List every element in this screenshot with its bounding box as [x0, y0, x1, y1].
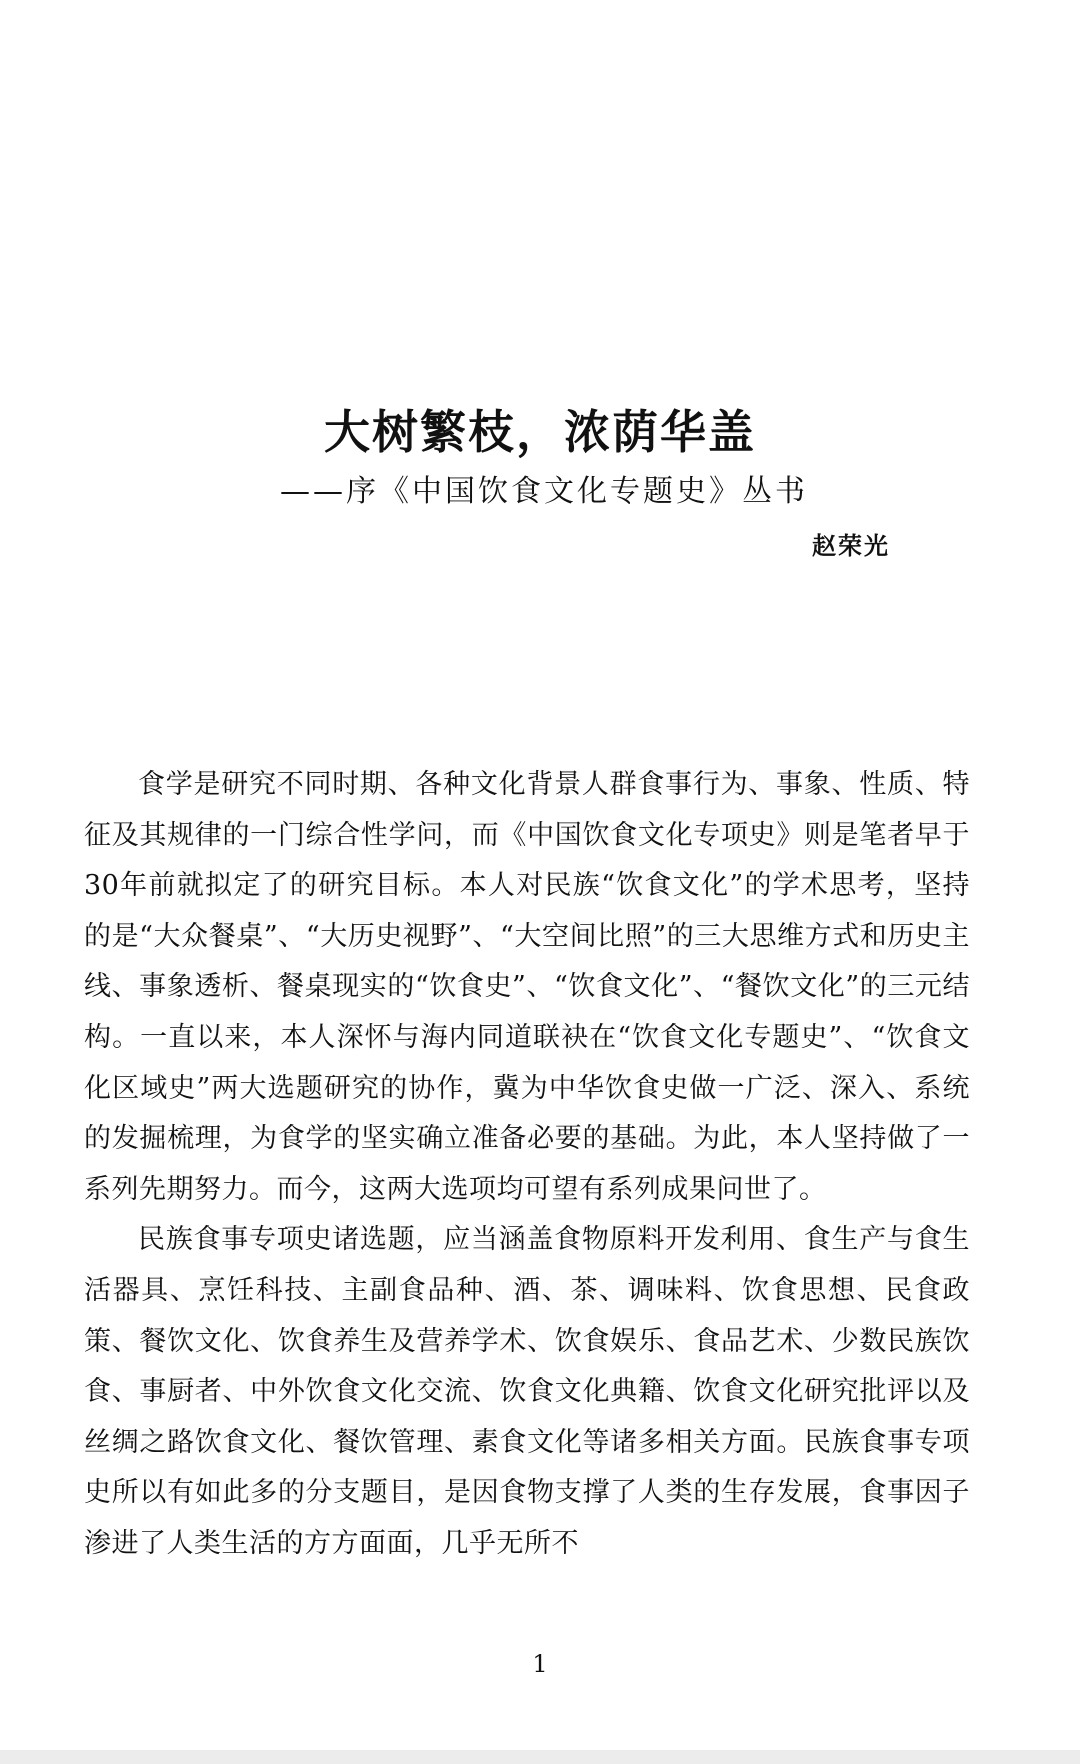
- page-number: 1: [532, 1650, 548, 1678]
- page-subtitle: ——序《中国饮食文化专题史》丛书: [280, 474, 808, 509]
- paragraph-2: 民族食事专项史诸选题，应当涵盖食物原料开发利用、食生产与食生活器具、烹饪科技、主副食品种、酒、茶、调味料、饮食思想、民食政策、餐饮文化、饮食养生及营养学术、饮食娱乐、食品艺术、少数民族饮食、事厨者、中外饮食文化交流、饮食文化典籍、饮食文化研究批评以及丝绸之路饮食文化、餐饮管理、素食文化等诸多相关方面。民族食事专项史所以有如此多的分支题目，是因食物支撑了人类的生存发展，食事因子渗进了人类生活的方方面面，几乎无所不: [84, 1224, 970, 1559]
- paragraph-1: 食学是研究不同时期、各种文化背景人群食事行为、事象、性质、特征及其规律的一门综合性学问，而《中国饮食文化专项史》则是笔者早于30年前就拟定了的研究目标。本人对民族“饮食文化”的学术思考，坚持的是“大众餐桌”、“大历史视野”、“大空间比照”的三大思维方式和历史主线、事象透析、餐桌现实的“饮食史”、“饮食文化”、“餐饮文化”的三元结构。一直以来，本人深怀与海内同道联袂在“饮食文化专题史”、“饮食文化区域史”两大选题研究的协作，冀为中华饮食史做一广泛、深入、系统的发掘梳理，为食学的坚实确立准备必要的基础。为此，本人坚持做了一系列先期努力。而今，这两大选项均可望有系列成果问世了。: [84, 769, 970, 1205]
- page-title: 大树繁枝，浓荫华盖: [324, 405, 756, 459]
- author-name: 赵荣光: [812, 531, 890, 560]
- body-text: [84, 760, 970, 1570]
- bottom-divider: [0, 1750, 1080, 1764]
